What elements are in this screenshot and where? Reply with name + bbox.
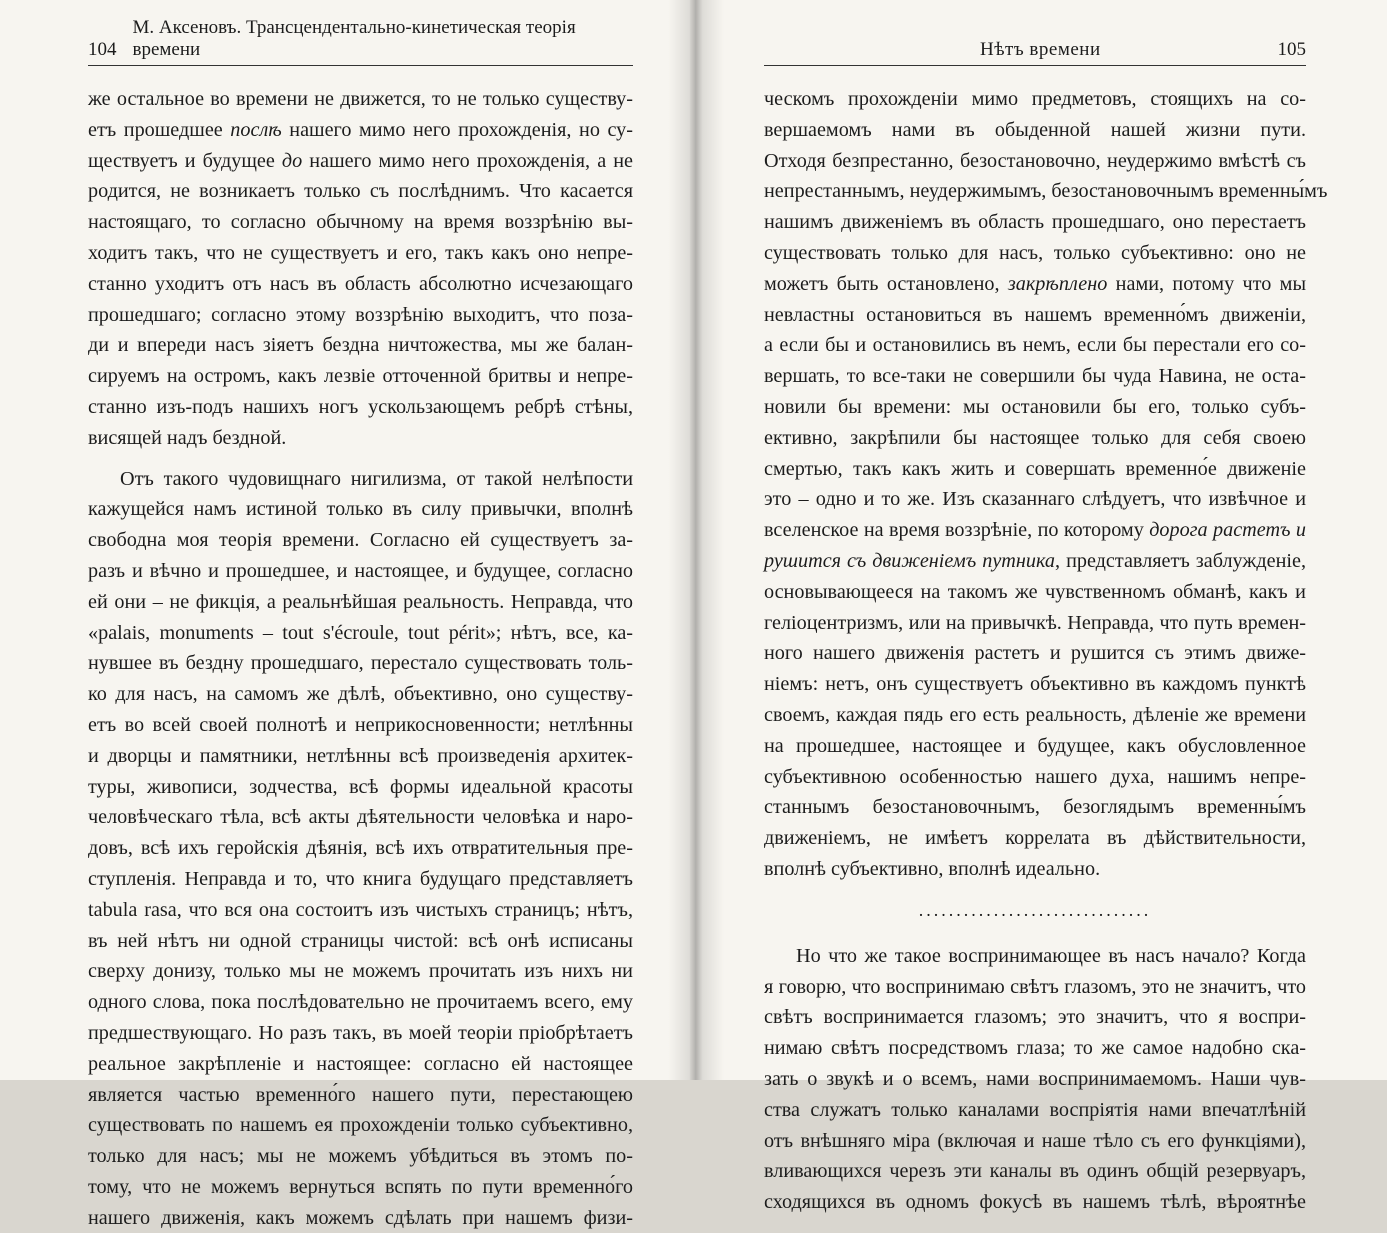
right-page xyxy=(696,0,1387,1214)
text-line: висящей надъ бездной. xyxy=(88,426,287,449)
text-line: станнымъ безостановочнымъ, безоглядымъ временны́мъ xyxy=(764,796,1306,819)
text-line: ходитъ такъ, что не существуетъ и его, такъ какъ оно непре- xyxy=(88,241,633,264)
text-line: прошедшаго; согласно этому воззрѣнію выходитъ, что поза- xyxy=(88,303,633,326)
text-line: нашего движенія, какъ можемъ сдѣлать при нашемъ физи- xyxy=(88,1206,633,1229)
text-line: только для насъ; мы не можемъ убѣдиться въ этомъ по- xyxy=(88,1145,633,1168)
left-page-body xyxy=(88,84,633,1233)
text-line: туры, живописи, зодчества, всѣ формы идеальной красоты xyxy=(88,775,633,798)
left-page-number: 104 xyxy=(88,39,117,60)
text-line: станно уходитъ отъ насъ въ область абсолютно исчезающаго xyxy=(88,272,633,295)
text-line: я говорю, что воспринимаю свѣтъ глазомъ, это не значитъ, что xyxy=(764,975,1306,998)
text-line: можетъ быть остановлено, закрѣплено нами, потому что мы xyxy=(764,272,1307,295)
text-line: человѣческаго тѣла, всѣ акты дѣятельности человѣка и наро- xyxy=(88,806,633,829)
text-line: tabula rasa, что вся она состоитъ изъ чистыхъ страницъ; нѣтъ, xyxy=(88,898,633,921)
text-line: ніемъ: нетъ, онъ существуетъ объективно въ каждомъ пунктѣ xyxy=(764,673,1306,696)
text-line: станно изъ-подъ нашихъ ногъ ускользающемъ ребрѣ стѣны, xyxy=(88,395,633,418)
text-line: Но что же такое воспринимающее въ насъ начало? Когда xyxy=(796,944,1306,967)
text-line: вполнѣ субъективно, вполнѣ идеально. xyxy=(764,857,1101,880)
text-line: «palais, monuments – tout s'écroule, tout périt»; нѣтъ, все, ка- xyxy=(88,621,633,644)
text-line: геліоцентризмъ, или на привычкѣ. Неправда, что путь времен- xyxy=(764,611,1306,634)
text-line: ществуетъ и будущее до нашего мимо него прохожденія, а не xyxy=(88,149,634,172)
text-line: сверху донизу, только мы не можемъ прочитать изъ нихъ ни xyxy=(88,960,633,983)
left-running-head xyxy=(88,17,633,66)
text-line: Отъ такого чудовищнаго нигилизма, от такой нелѣпости xyxy=(120,467,633,490)
text-line: въ ней нѣтъ ни одной страницы чистой: всѣ онѣ исписаны xyxy=(88,929,633,952)
text-line: ства служатъ только каналами воспріятія нами впечатлѣній xyxy=(764,1098,1306,1121)
text-line: сируемъ на остромъ, какъ лезвіе отточенной бритвы и непре- xyxy=(88,365,633,388)
left-page xyxy=(0,0,690,1229)
right-running-head xyxy=(764,30,1306,66)
text-line: ного нашего движенія растетъ и рушится съ этимъ движе- xyxy=(764,642,1306,665)
text-line: Отходя безпрестанно, безостановочно, неудержимо вмѣстѣ съ xyxy=(764,149,1306,172)
text-line: довъ, всѣ ихъ геройскія дѣянія, всѣ ихъ отвратительныя пре- xyxy=(88,837,633,860)
paragraph-gap xyxy=(88,454,633,464)
text-line: тому, что не можемъ вернуться вспять по пути временно́го xyxy=(88,1175,633,1198)
text-line: ективно, закрѣпили бы настоящее только для себя своею xyxy=(764,426,1306,449)
text-line: вершать, то все-таки не совершили бы чуда Навина, не оста- xyxy=(764,365,1306,388)
text-line: настоящаго, то согласно обычному на время воззрѣнію вы- xyxy=(88,211,633,234)
text-line: и дворцы и памятники, нетлѣнны всѣ произведенія архитек- xyxy=(88,744,633,767)
text-line: сходящихся въ одномъ фокусѣ въ нашемъ тѣлѣ, вѣроятнѣе xyxy=(764,1191,1306,1214)
text-line: субъективною особенностью нашего духа, нашимъ непре- xyxy=(764,765,1306,788)
right-page-body xyxy=(764,84,1328,1218)
text-line: зать о звукѣ и о всемъ, нами воспринимаемомъ. Наши чув- xyxy=(764,1067,1306,1090)
text-line: етъ прошедшее послѣ нашего мимо него прохожденія, но су- xyxy=(88,118,633,141)
text-line: кажущейся намъ истиной только въ силу привычки, вполнѣ xyxy=(88,498,633,521)
text-line: ди и впереди насъ зіяетъ бездна ничтожества, мы же балан- xyxy=(88,334,633,357)
text-line: ко для насъ, на самомъ же дѣлѣ, объективно, оно существу- xyxy=(88,683,633,706)
text-line: вселенское на время воззрѣніе, по которому дорога растетъ и xyxy=(764,519,1306,542)
text-line: рушится съ движеніемъ путника, представляетъ заблужденіе, xyxy=(764,549,1306,572)
text-line: родится, не возникаетъ только съ послѣднимъ. Что касается xyxy=(88,180,633,203)
text-line: свѣтъ воспринимается глазомъ; это значитъ, что я воспри- xyxy=(764,1006,1306,1029)
text-line: это – одно и то же. Изъ сказаннаго слѣдуетъ, что извѣчное и xyxy=(764,488,1306,511)
section-separator: ............................... xyxy=(918,899,1152,920)
text-line: реальное закрѣпленіе и настоящее: согласно ей настоящее xyxy=(88,1052,633,1075)
text-line: смертью, такъ какъ жить и совершать временно́е движеніе xyxy=(764,457,1306,480)
text-line: невластны остановиться въ нашемъ временно́мъ движеніи, xyxy=(764,303,1306,326)
text-line: свободна моя теорія времени. Согласно ей существуетъ за- xyxy=(88,529,633,552)
text-line: новили бы времени: мы остановили бы его, только субъ- xyxy=(764,395,1306,418)
text-line: предшествующаго. Но разъ такъ, въ моей теоріи пріобрѣтаетъ xyxy=(88,1021,633,1044)
text-line: ступленія. Неправда и то, что книга будущаго представляетъ xyxy=(88,867,633,890)
text-line: отъ внѣшняго міра (включая и наше тѣло съ его функціями), xyxy=(764,1129,1306,1152)
text-line: а если бы и остановились въ немъ, если бы перестали его со- xyxy=(764,334,1306,357)
left-running-title: М. Аксеновъ. Трансцендентально-кинетическая теорія времени xyxy=(132,17,576,60)
text-line: нувшее въ бездну прошедшаго, перестало существовать толь- xyxy=(88,652,633,675)
text-line: етъ во всей своей полнотѣ и неприкосновенности; нетлѣнны xyxy=(88,713,633,736)
text-line: непрестаннымъ, неудержимымъ, безостановочнымъ временны́мъ xyxy=(764,180,1328,203)
text-line: вершаемомъ нами въ обыденной нашей жизни пути. xyxy=(764,118,1306,141)
text-line: вливающихся черезъ эти каналы въ одинъ общій резервуаръ, xyxy=(764,1160,1306,1183)
right-running-title: Нѣтъ времени xyxy=(980,39,1101,60)
text-line: же остальное во времени не движется, то не только существу- xyxy=(88,88,633,110)
text-line: одного слова, пока послѣдовательно не прочитаемъ всего, ему xyxy=(88,991,633,1014)
text-line: нимаю свѣтъ посредствомъ глаза; то же самое надобно ска- xyxy=(764,1037,1306,1060)
text-line: основывающееся на такомъ же чувственномъ обманѣ, какъ и xyxy=(764,580,1306,603)
text-line: своемъ, каждая пядь его есть реальность, дѣленіе же времени xyxy=(764,703,1306,726)
text-line: нашимъ движеніемъ въ область прошедшаго, оно перестаетъ xyxy=(764,211,1306,234)
text-line: существовать только для насъ, только субъективно: оно не xyxy=(764,241,1306,264)
text-line: ческомъ прохожденіи мимо предметовъ, стоящихъ на со- xyxy=(764,88,1306,110)
text-line: на прошедшее, настоящее и будущее, какъ обусловленное xyxy=(764,734,1306,757)
text-line: разъ и вѣчно и прошедшее, и настоящее, и будущее, согласно xyxy=(88,559,633,582)
text-line: существовать по нашемъ ея прохожденіи только субъективно, xyxy=(88,1114,633,1137)
right-page-number: 105 xyxy=(1277,39,1306,60)
text-line: движеніемъ, не имѣетъ коррелата въ дѣйствительности, xyxy=(764,827,1306,850)
text-line: ей они – не фикція, а реальнѣйшая реальность. Неправда, что xyxy=(88,590,633,613)
text-line: является частью временно́го нашего пути, перестающею xyxy=(88,1083,633,1106)
